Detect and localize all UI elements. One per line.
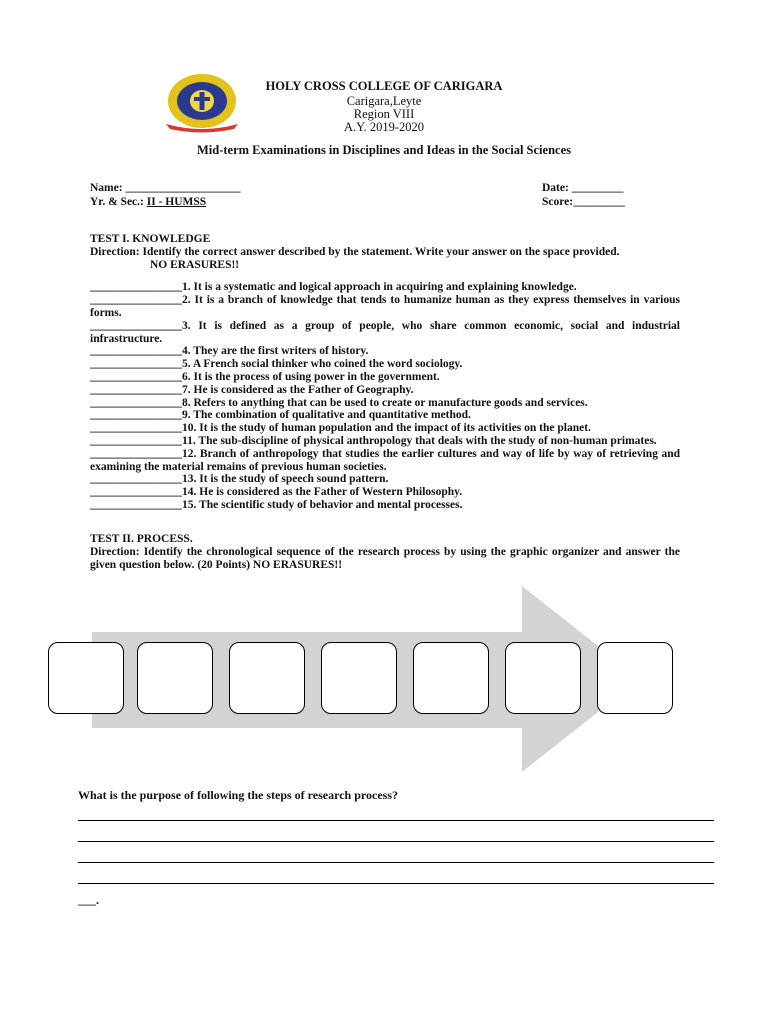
question-item xyxy=(90,358,680,371)
score-blank: _________ xyxy=(573,196,625,208)
question-item xyxy=(90,499,680,512)
answer-blank[interactable]: ________________ xyxy=(90,281,182,294)
question-item xyxy=(90,320,680,346)
question-text: 14. He is considered as the Father of Western Philosophy. xyxy=(182,486,463,499)
answer-line[interactable] xyxy=(78,820,714,821)
test1-no-erasures: NO ERASURES!! xyxy=(150,258,240,271)
process-step-box-4[interactable] xyxy=(321,642,397,714)
process-step-box-5[interactable] xyxy=(413,642,489,714)
date-label: Date: xyxy=(542,182,569,194)
question-text: 15. The scientific study of behavior and mental processes. xyxy=(182,498,463,511)
date-field xyxy=(542,181,623,195)
question-item xyxy=(90,281,680,294)
score-field xyxy=(542,195,625,209)
question-text: 6. It is the process of using power in the government. xyxy=(182,370,440,383)
question-text: 1. It is a systematic and logical approach in acquiring and explaining knowledge. xyxy=(182,281,577,294)
answer-blank[interactable]: ________________ xyxy=(90,409,182,422)
question-text: 8. Refers to anything that can be used to create or manufacture goods and services. xyxy=(182,396,588,409)
name-label: Name: xyxy=(90,182,123,194)
answer-blank[interactable]: ________________ xyxy=(90,319,182,332)
question-item xyxy=(90,345,680,358)
question-text: 13. It is the study of speech sound pattern. xyxy=(182,473,389,486)
question-item xyxy=(90,422,680,435)
answer-blank[interactable]: ________________ xyxy=(90,473,182,486)
essay-question: What is the purpose of following the steps of research process? xyxy=(78,788,398,802)
test1-title: TEST I. KNOWLEDGE xyxy=(90,233,211,245)
question-text: 12. Branch of anthropology that studies the earlier cultures and way of life by way of retrieving and examining the material remains of previous human societies. xyxy=(90,447,680,473)
year-section-label: Yr. & Sec.: xyxy=(90,196,144,208)
test2-title: TEST II. PROCESS. xyxy=(90,533,193,545)
score-label: Score: xyxy=(542,196,574,208)
question-text: 10. It is the study of human population and the impact of its activities on the planet. xyxy=(182,422,591,435)
question-item xyxy=(90,371,680,384)
school-region: Region VIII xyxy=(353,107,415,121)
answer-blank[interactable]: ________________ xyxy=(90,358,182,371)
process-step-box-7[interactable] xyxy=(597,642,673,714)
question-item xyxy=(90,384,680,397)
answer-blank[interactable]: ________________ xyxy=(90,396,182,409)
answer-blank[interactable]: ________________ xyxy=(90,498,182,511)
answer-blank[interactable]: ________________ xyxy=(90,434,182,447)
question-item xyxy=(90,435,680,448)
question-text: 5. A French social thinker who coined the word sociology. xyxy=(182,358,463,371)
answer-blank[interactable]: ________________ xyxy=(90,486,182,499)
answer-blank[interactable]: ________________ xyxy=(90,370,182,383)
question-item xyxy=(90,409,680,422)
answer-line[interactable] xyxy=(78,862,714,863)
research-process-organizer xyxy=(40,580,690,780)
question-text: 9. The combination of qualitative and quantitative method. xyxy=(182,409,471,422)
question-text: 2. It is a branch of knowledge that tends to humanize human as they express themselves in various forms. xyxy=(90,294,680,319)
year-section-value: II - HUMSS xyxy=(146,196,207,208)
test2-section xyxy=(90,533,680,571)
process-step-box-3[interactable] xyxy=(229,642,305,714)
process-step-box-1[interactable] xyxy=(48,642,124,714)
name-blank: ____________________ xyxy=(122,182,241,194)
question-text: 3. It is defined as a group of people, who share common economic, social and industrial infrastructure. xyxy=(90,319,680,345)
answer-blank[interactable]: ________________ xyxy=(90,447,182,460)
name-field xyxy=(90,181,240,195)
answer-line[interactable] xyxy=(78,841,714,842)
year-section-field xyxy=(90,195,206,209)
process-step-box-2[interactable] xyxy=(137,642,213,714)
answer-blank[interactable]: ________________ xyxy=(90,383,182,396)
question-item xyxy=(90,397,680,410)
answer-blank[interactable]: ________________ xyxy=(90,294,182,307)
test1-section xyxy=(90,233,680,512)
answer-line[interactable] xyxy=(78,883,714,884)
question-item xyxy=(90,448,680,474)
question-text: 7. He is considered as the Father of Geography. xyxy=(182,383,414,396)
date-blank: _________ xyxy=(568,182,624,194)
test2-direction: Direction: Identify the chronological sequence of the research process by using the graphic organizer and answer the given question below. (20 Points) NO ERASURES!! xyxy=(90,545,680,571)
question-text: 11. The sub-discipline of physical anthropology that deals with the study of non-human primates. xyxy=(182,434,657,447)
question-item xyxy=(90,294,680,320)
test1-items xyxy=(90,281,680,511)
answer-blank[interactable]: ________________ xyxy=(90,422,182,435)
question-item xyxy=(90,473,680,486)
school-name: HOLY CROSS COLLEGE OF CARIGARA xyxy=(265,79,503,93)
answer-blank[interactable]: ________________ xyxy=(90,345,182,358)
academic-year: A.Y. 2019-2020 xyxy=(344,120,424,134)
school-location: Carigara,Leyte xyxy=(346,94,422,108)
question-text: 4. They are the first writers of history. xyxy=(182,345,369,358)
question-item xyxy=(90,486,680,499)
test1-direction: Direction: Identify the correct answer described by the statement. Write your answer on the space provided. xyxy=(90,245,620,258)
process-step-box-6[interactable] xyxy=(505,642,581,714)
exam-title: Mid-term Examinations in Disciplines and Ideas in the Social Sciences xyxy=(197,143,571,157)
answer-line-end[interactable]: ___. xyxy=(78,893,99,907)
